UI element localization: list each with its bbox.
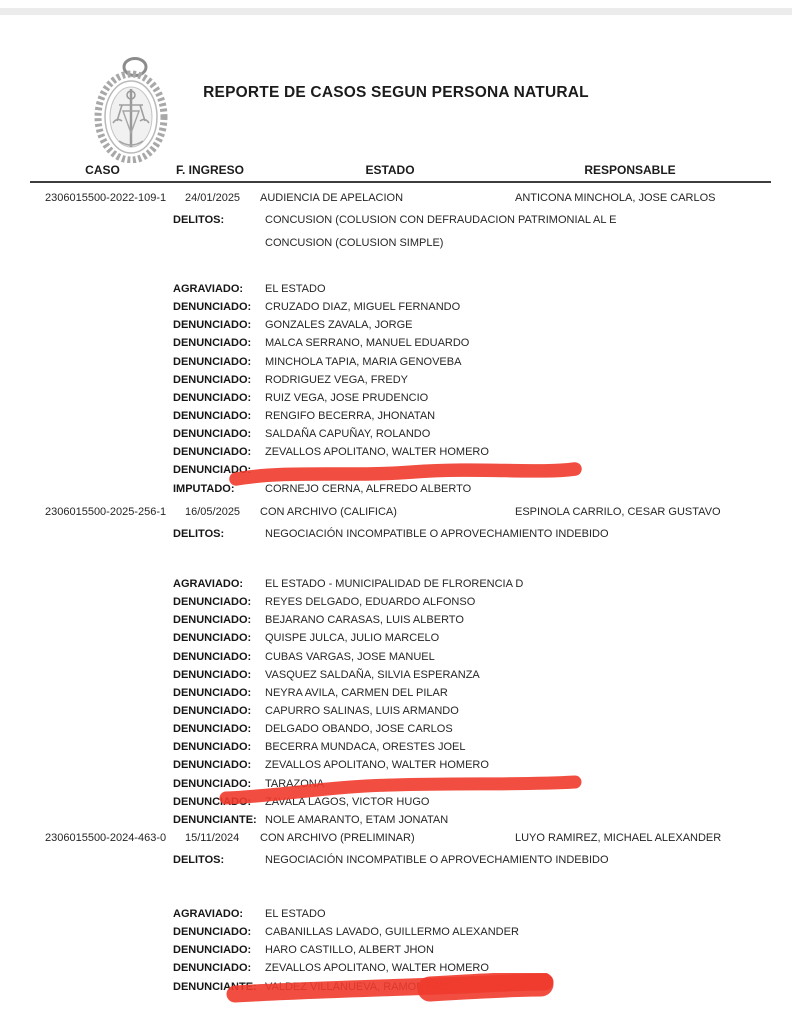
case-number: 2306015500-2022-109-1 [45,192,167,204]
party-name: EL ESTADO [265,908,326,920]
delito-line: CONCUSION (COLUSION CON DEFRAUDACION PATRIMONIAL AL E [265,214,617,226]
party-row [173,283,783,301]
case-entry [0,192,792,495]
party-role-label: DENUNCIADO: [173,355,252,368]
party-name: TARAZONA [265,777,325,790]
party-role-label: AGRAVIADO: [173,908,244,920]
party-row [173,741,783,759]
party-role-label: DENUNCIADO: [173,428,252,441]
party-row [173,410,783,428]
party-role-label: DENUNCIANTE: [173,980,257,993]
party-role-label: DENUNCIADO: [173,391,252,404]
case-responsible: ESPINOLA CARRILO, CESAR GUSTAVO [515,506,721,518]
case-date: 15/11/2024 [185,832,240,844]
party-role-label: DENUNCIADO: [173,777,252,790]
case-date: 24/01/2025 [185,192,241,204]
party-name: MINCHOLA TAPIA, MARIA GENOVEBA [265,355,462,368]
party-name: CRUZADO DIAZ, MIGUEL FERNANDO [265,301,461,314]
case-entry [0,506,792,826]
column-header-f-ingreso: F. INGRESO [175,163,244,177]
column-header-responsable: RESPONSABLE [584,163,676,177]
party-role-label: DENUNCIADO: [173,795,252,808]
party-name: GONZALES ZAVALA, JORGE [265,319,413,332]
case-number: 2306015500-2025-256-1 [45,506,167,518]
case-status: AUDIENCIA DE APELACION [260,192,404,204]
party-list [173,908,783,999]
delitos-label: DELITOS: [173,854,225,866]
party-role-label: DENUNCIADO: [173,596,252,609]
party-role-label: AGRAVIADO: [173,283,244,295]
party-row [173,651,783,669]
party-role-label: DENUNCIADO: [173,373,252,386]
party-list [173,578,783,832]
party-row [173,578,783,596]
party-row [173,723,783,741]
party-row [173,319,783,337]
party-row [173,483,783,501]
party-name: NOLE AMARANTO, ETAM JONATAN [265,813,449,826]
party-role-label: DENUNCIANTE: [173,813,257,826]
party-row [173,301,783,319]
party-role-label: DENUNCIADO: [173,301,252,314]
party-role-label: IMPUTADO: [173,482,235,495]
party-row [173,926,783,944]
party-name: ZEVALLOS APOLITANO, WALTER HOMERO [265,759,489,772]
party-role-label: DENUNCIADO: [173,686,252,699]
case-responsible: LUYO RAMIREZ, MICHAEL ALEXANDER [515,832,722,844]
delito-line: CONCUSION (COLUSION SIMPLE) [265,236,444,249]
party-name: QUISPE JULCA, JULIO MARCELO [265,632,440,645]
party-name: ZEVALLOS APOLITANO, WALTER HOMERO [265,446,489,459]
party-role-label: DENUNCIADO: [173,446,252,459]
party-role-label: DENUNCIADO: [173,337,252,350]
party-row [173,908,783,926]
party-name: BEJARANO CARASAS, LUIS ALBERTO [265,614,464,627]
party-row [173,596,783,614]
case-header-row [0,192,792,206]
party-row [173,428,783,446]
party-role-label: DENUNCIADO: [173,723,252,736]
delito-line: NEGOCIACIÓN INCOMPATIBLE O APROVECHAMIENTO INDEBIDO [265,854,609,866]
party-name: CUBAS VARGAS, JOSE MANUEL [265,650,435,663]
party-row [173,687,783,705]
party-name: SALDAÑA CAPUÑAY, ROLANDO [265,428,431,441]
party-row [173,614,783,632]
party-name: CABANILLAS LAVADO, GUILLERMO ALEXANDER [265,926,519,939]
party-name: VALDEZ VILLANUEVA, RAMON FABI [265,980,452,993]
case-status: CON ARCHIVO (CALIFICA) [260,506,397,518]
party-row [173,374,783,392]
party-row [173,778,783,796]
party-name: DELGADO OBANDO, JOSE CARLOS [265,723,453,736]
party-list [173,283,783,501]
party-name: EL ESTADO - MUNICIPALIDAD DE FLRORENCIA D [265,578,524,590]
party-role-label: DENUNCIADO: [173,632,252,645]
party-name: NEYRA AVILA, CARMEN DEL PILAR [265,686,448,699]
column-header-estado: ESTADO [365,163,415,177]
case-status: CON ARCHIVO (PRELIMINAR) [260,832,415,844]
case-entry [0,832,792,993]
party-role-label: DENUNCIADO: [173,962,252,975]
party-row [173,392,783,410]
party-row [173,464,783,482]
party-row [173,962,783,980]
party-row [173,356,783,374]
party-name: ZAVALA LAGOS, VICTOR HUGO [265,795,430,808]
case-number: 2306015500-2024-463-0 [45,832,167,844]
delitos-label: DELITOS: [173,528,225,540]
delitos-list [265,528,609,551]
delitos-list [265,214,616,259]
party-role-label: DENUNCIADO: [173,650,252,663]
delitos-label: DELITOS: [173,214,225,226]
party-name: CAPURRO SALINAS, LUIS ARMANDO [265,704,459,717]
party-row [173,814,783,832]
report-title: REPORTE DE CASOS SEGUN PERSONA NATURAL [203,84,589,101]
column-header-caso: CASO [85,163,120,177]
party-role-label: DENUNCIADO: [173,926,252,939]
party-role-label: DENUNCIADO: [173,319,252,332]
party-name: RENGIFO BECERRA, JHONATAN [265,409,436,422]
party-name: ZEVALLOS APOLITANO, WALTER HOMERO [265,962,489,975]
party-row [173,981,783,999]
case-header-row [0,832,792,846]
party-row [173,944,783,962]
delitos-list [265,854,609,877]
party-name: BECERRA MUNDACA, ORESTES JOEL [265,741,466,754]
party-name: EL ESTADO [265,283,326,295]
party-role-label: DENUNCIADO: [173,944,252,957]
party-role-label: DENUNCIADO: [173,409,252,422]
party-role-label: DENUNCIADO: [173,741,252,754]
party-row [173,446,783,464]
party-name: RUIZ VEGA, JOSE PRUDENCIO [265,391,429,404]
party-name: REYES DELGADO, EDUARDO ALFONSO [265,596,476,609]
case-date: 16/05/2025 [185,506,241,518]
party-role-label: DENUNCIADO: [173,704,252,717]
party-row [173,669,783,687]
party-role-label: AGRAVIADO: [173,578,244,590]
party-role-label: DENUNCIADO: [173,759,252,772]
party-row [173,796,783,814]
party-name: CORNEJO CERNA, ALFREDO ALBERTO [265,482,472,495]
party-name: RODRIGUEZ VEGA, FREDY [265,373,409,386]
party-role-label: DENUNCIADO: [173,464,252,477]
case-responsible: ANTICONA MINCHOLA, JOSE CARLOS [515,192,716,204]
party-name: HARO CASTILLO, ALBERT JHON [265,944,434,957]
party-name: VASQUEZ SALDAÑA, SILVIA ESPERANZA [265,668,480,681]
party-name: MALCA SERRANO, MANUEL EDUARDO [265,337,470,350]
party-row [173,337,783,355]
party-role-label: DENUNCIADO: [173,614,252,627]
party-role-label: DENUNCIADO: [173,668,252,681]
party-row [173,759,783,777]
party-row [173,705,783,723]
delito-line: NEGOCIACIÓN INCOMPATIBLE O APROVECHAMIENTO INDEBIDO [265,528,609,540]
party-row [173,632,783,650]
case-header-row [0,506,792,520]
